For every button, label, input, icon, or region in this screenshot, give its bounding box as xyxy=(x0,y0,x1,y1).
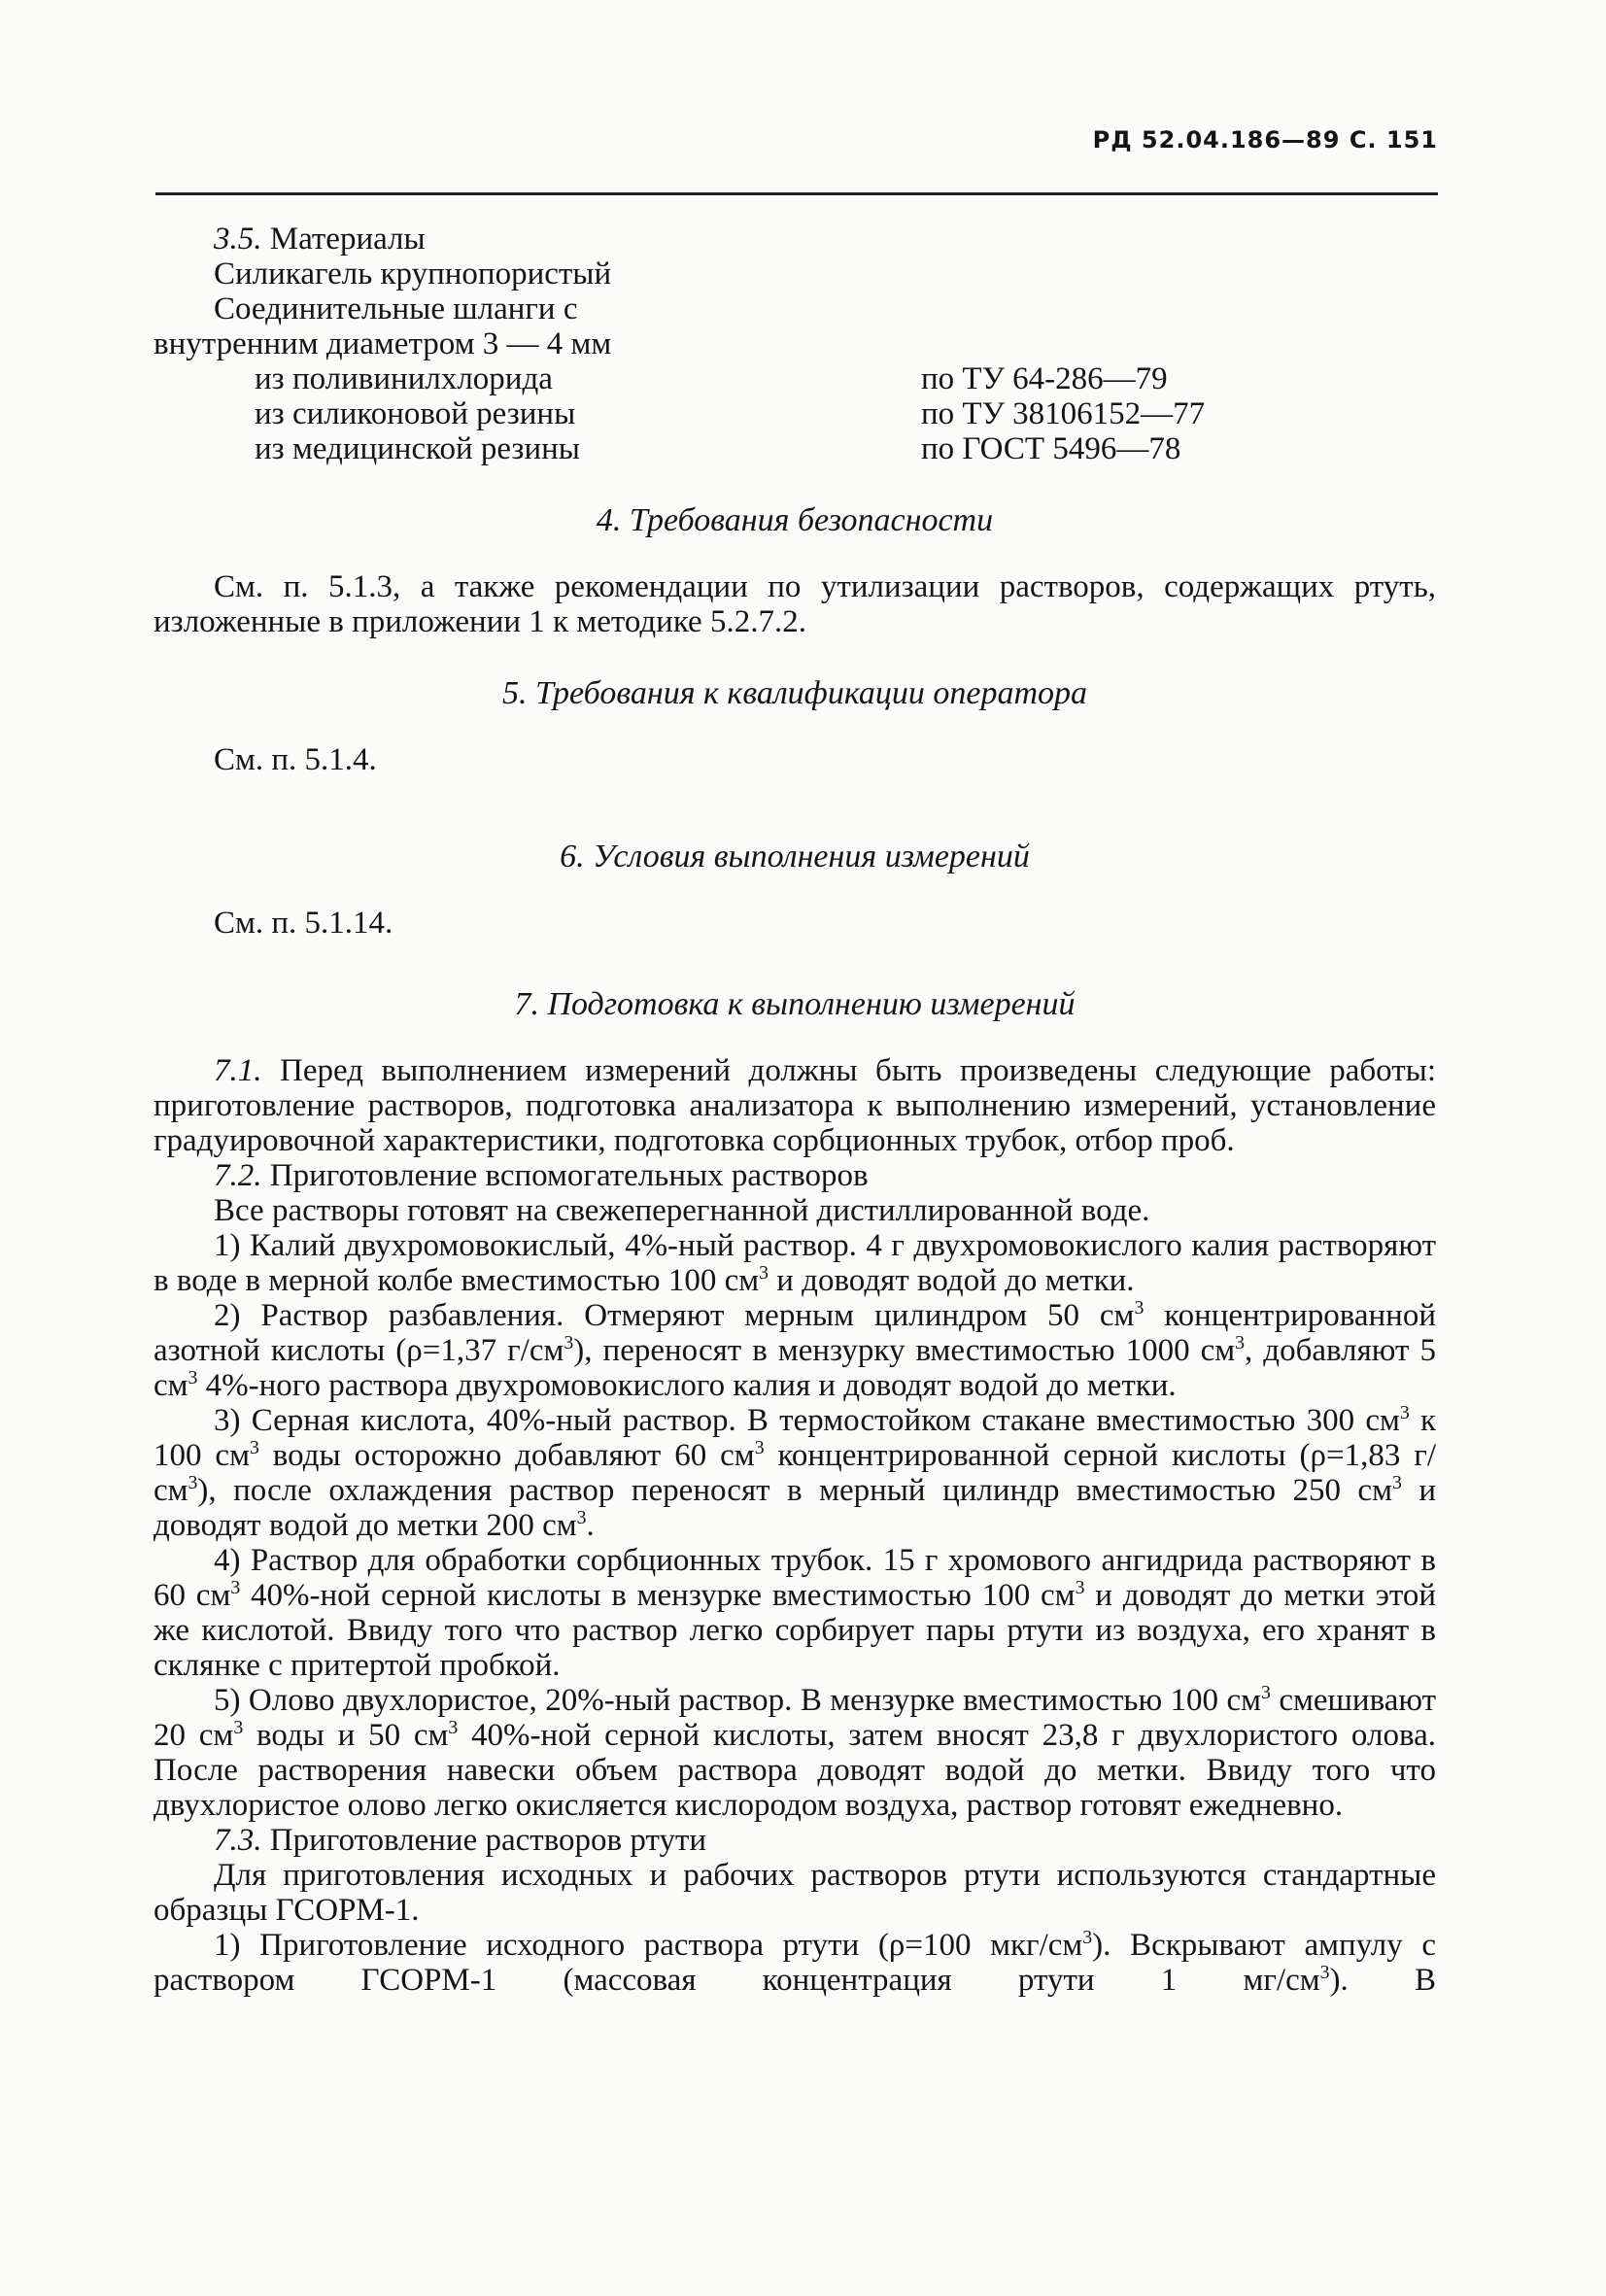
material-item: из поливинилхлорида по ТУ 64-286—79 xyxy=(255,361,1168,396)
page-header xyxy=(155,126,1438,165)
paragraph-7-2-heading: 7.2. Приготовление вспомогательных растворов xyxy=(214,1158,869,1193)
section-6-title: 6. Условия выполнения измерений xyxy=(560,839,1030,874)
list-item-3: 3) Серная кислота, 40%-ный раствор. В термостойком стакане вместимостью 300 $см^3$ к 100 $см^3$ воды осторожно добавляют 60 $см^3$ концентрированной серной кислоты (ρ=1,83 $г/см^3$), после охлаждения раствор переносят в мерный цилиндр вместимостью 250 $см^3$ и доводят водой до метки 200 $см^3$. xyxy=(154,1402,1436,1543)
section-7-title: 7. Подготовка к выполнению измерений xyxy=(514,986,1076,1022)
section-5-text: См. п. 5.1.4. xyxy=(214,742,377,777)
list-item-1: 1) Калий двухромовокислый, 4%-ный раствор. 4 г двухромовокислого калия растворяют в воде в мерной колбе вместимостью 100 $см^3$ и доводят водой до метки. xyxy=(154,1228,1436,1298)
list-item-5: 5) Олово двухлористое, 20%-ный раствор. В мензурке вместимостью 100 $см^3$ смешивают 20 $см^3$ воды и 50 $см^3$ 40%-ной серной кислоты, затем вносят 23,8 г двухлористого олова. После растворения навески объем раствора доводят водой до метки. Ввиду того что двухлористое олово легко окисляется кислородом воздуха, раствор готовят ежедневно. xyxy=(154,1682,1437,1823)
list-item-7-3-1: 1) Приготовление исходного раствора ртути (ρ=100 мкг/$см^3$). Вскрывают ампулу с раствором ГСОРМ-1 (массовая концентрация ртути 1 $мг/см^3$). В xyxy=(154,1927,1437,1998)
materials-heading: 3.5. Материалы xyxy=(214,222,426,257)
material-silica: Силикагель крупнопористый xyxy=(214,257,612,291)
header-rule xyxy=(155,192,1438,195)
list-item-2: 2) Раствор разбавления. Отмеряют мерным цилиндром 50 $см^3$ концентрированной азотной кислоты (ρ=1,37 $г/см^3$), переносят в мензурку вместимостью 1000 $см^3$, добавляют 5 $см^3$ 4%-ного раствора двухромовокислого калия и доводят водой до метки. xyxy=(154,1297,1436,1403)
document-body xyxy=(154,222,1436,1998)
paragraph-7-3-intro: Для приготовления исходных и рабочих растворов ртути используются стандартные образцы ГСОРМ-1. xyxy=(154,1858,1436,1928)
paragraph-7-2-intro: Все растворы готовят на свежеперегнанной дистиллированной воде. xyxy=(214,1193,1150,1228)
list-item-4: 4) Раствор для обработки сорбционных трубок. 15 г хромового ангидрида растворяют в 60 $см^3$ 40%-ной серной кислоты в мензурке вместимостью 100 $см^3$ и доводят до метки этой же кислотой. Ввиду того что раствор легко сорбирует пары ртути из воздуха, его хранят в склянке с притертой пробкой. xyxy=(154,1543,1437,1683)
page-reference: РД 52.04.186—89 С. 151 xyxy=(1092,126,1438,154)
materials-section xyxy=(154,222,1436,466)
section-4-text: См. п. 5.1.3, а также рекомендации по утилизации растворов, содержащих ртуть, изложенные в приложении 1 к методике 5.2.7.2. xyxy=(154,569,1436,639)
material-item: из силиконовой резины по ТУ 38106152—77 xyxy=(255,396,1206,431)
section-6-text: См. п. 5.1.14. xyxy=(214,906,393,941)
material-item: из медицинской резины по ГОСТ 5496—78 xyxy=(255,431,1181,466)
paragraph-7-1: 7.1. Перед выполнением измерений должны быть произведены следующие работы: приготовление растворов, подготовка анализатора к выполнению измерений, установление градуировочной характеристики, подготовка сорбционных трубок, отбор проб. xyxy=(154,1053,1436,1158)
paragraph-7-3-heading: 7.3. Приготовление растворов ртути xyxy=(214,1823,707,1858)
section-4-title: 4. Требования безопасности xyxy=(596,502,994,538)
material-hoses: Соединительные шланги с xyxy=(214,291,578,326)
material-hoses-diameter: внутренним диаметром 3 — 4 мм xyxy=(154,326,612,361)
section-5-title: 5. Требования к квалификации оператора xyxy=(501,675,1088,711)
